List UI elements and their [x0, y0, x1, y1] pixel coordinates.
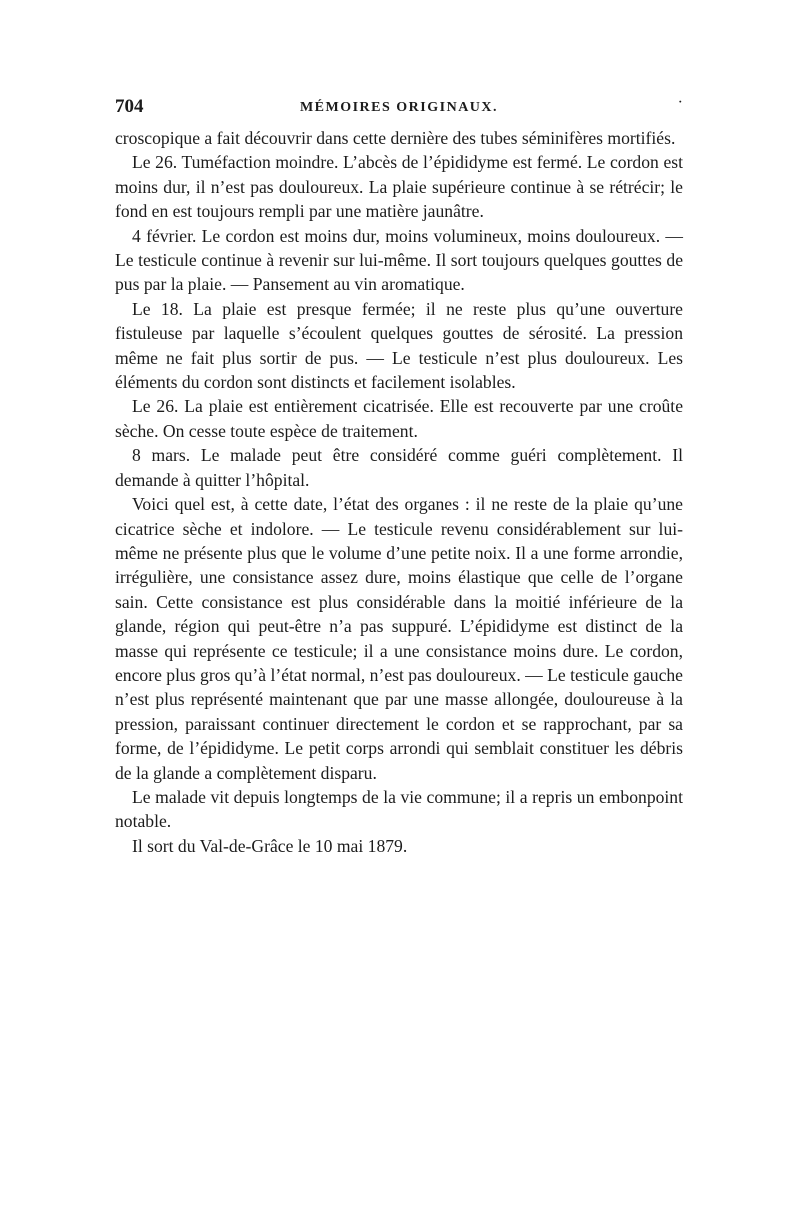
paragraph-sortie: Il sort du Val-de-Grâce le 10 mai 1879. [132, 835, 408, 856]
document-page [115, 96, 683, 858]
paragraph-continuation: croscopique a fait découvrir dans cette dernière des tubes séminifères mortifiés. [115, 128, 676, 148]
paragraph-le-18: Le 18. La plaie est presque fermée; il ne reste plus qu’une ouverture fistuleuse par laquelle s’écoulent quelques gouttes de sérosité. La pression même ne fait plus sortir de pus. — Le testicule n’est plus douloureux. Les éléments du cordon sont distincts et facilement isolables. [115, 298, 683, 393]
paragraph-8-mars: 8 mars. Le malade peut être considéré comme guéri complètement. Il demande à quitter l’hôpital. [115, 445, 683, 490]
paragraph-etat-des-organes: Voici quel est, à cette date, l’état des organes : il ne reste de la plaie qu’une cicatrice sèche et indolore. — Le testicule revenu considérablement sur lui-même ne présente plus que le volume d’une petite noix. Il a une forme arrondie, irrégulière, une consistance assez dure, moins élastique que celle de l’organe sain. Cette consistance est plus considérable dans la moitié inférieure de la glande, région qui peut-être n’a pas suppuré. L’épididyme est distinct de la masse qui représente ce testicule; il a une consistance moins dure. Le cordon, encore plus gros qu’à l’état normal, n’est pas douloureux. — Le testicule gauche n’est plus représenté maintenant que par une masse allongée, douloureuse à la pression, paraissant continuer directement le cordon et se rapprochant, par sa forme, de l’épididyme. Le petit corps arrondi qui semblait constituer les débris de la glande a complètement disparu. [115, 494, 683, 783]
paragraph-vie-commune: Le malade vit depuis longtemps de la vie commune; il a repris un embonpoint notable. [115, 786, 683, 832]
header-mark: · [677, 94, 683, 111]
page-header [115, 96, 683, 126]
page-number: 704 [115, 96, 144, 117]
running-head: MÉMOIRES ORIGINAUX. [299, 100, 499, 115]
paragraph-le-26-cicatrisee: Le 26. La plaie est entièrement cicatrisée. Elle est recouverte par une croûte sèche. On cesse toute espèce de traitement. [115, 396, 683, 441]
paragraph-le-26-tumefaction: Le 26. Tuméfaction moindre. L’abcès de l’épididyme est fermé. Le cordon est moins dur, il n’est pas douloureux. La plaie supérieure continue à se rétrécir; le fond en est toujours rempli par une matière jaunâtre. [115, 152, 683, 222]
body-text [115, 126, 683, 858]
paragraph-4-fevrier: 4 février. Le cordon est moins dur, moins volumineux, moins douloureux. — Le testicule continue à revenir sur lui-même. Il sort toujours quelques gouttes de pus par la plaie. — Pansement au vin aromatique. [115, 225, 683, 295]
